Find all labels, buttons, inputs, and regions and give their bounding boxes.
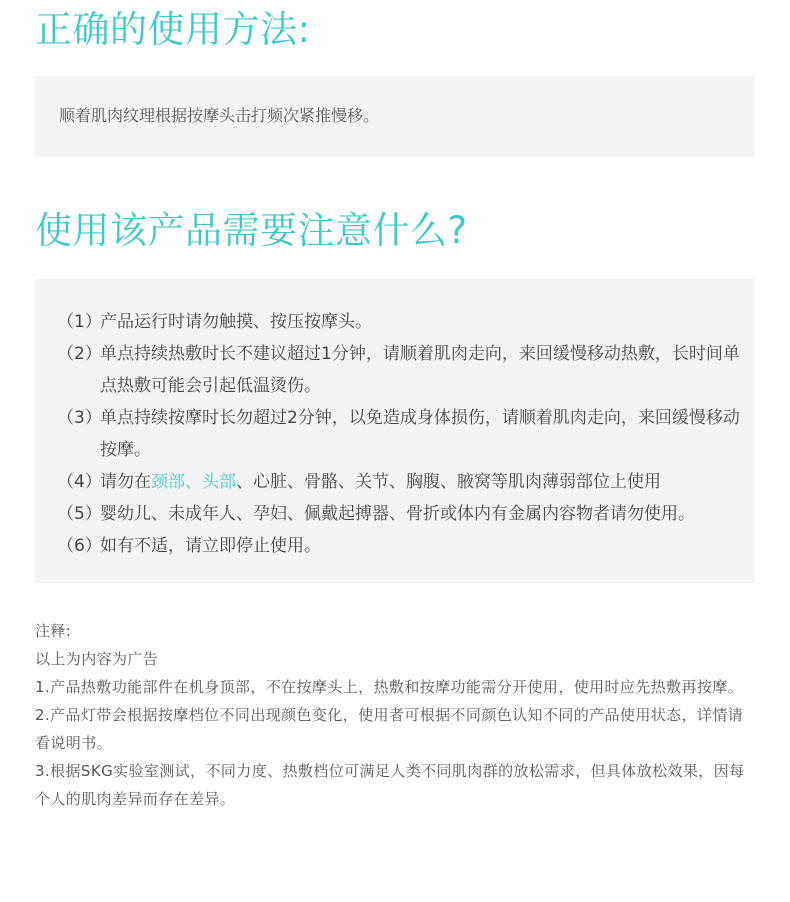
precaution-item — [57, 530, 755, 562]
precaution-text — [100, 466, 740, 498]
precaution-item — [57, 466, 755, 498]
precaution-item — [57, 498, 755, 530]
precaution-number: （5） — [57, 504, 102, 524]
precaution-number: （4） — [57, 472, 102, 492]
footnote-line: 3.根据SKG实验室测试，不同力度、热敷档位可满足人类不同肌肉群的放松需求，但具体放松效果，因每个人的肌肉差异而存在差异。 — [35, 762, 745, 808]
precaution-suffix: 、心脏、骨骼、关节、胸腹、腋窝等肌肉薄弱部位上使用 — [236, 472, 661, 492]
footnote-line: 2.产品灯带会根据按摩档位不同出现颜色变化，使用者可根据不同颜色认知不同的产品使用状态，详情请看说明书。 — [35, 706, 744, 752]
precaution-number: （3） — [57, 408, 102, 428]
precaution-text: 婴幼儿、未成年人、孕妇、佩戴起搏器、骨折或体内有金属内容物者请勿使用。 — [100, 504, 695, 524]
footnotes — [35, 617, 757, 813]
precaution-text: 如有不适，请立即停止使用。 — [100, 536, 321, 556]
precaution-text: 产品运行时请勿触摸、按压按摩头。 — [100, 312, 372, 332]
precaution-number: （2） — [57, 344, 102, 364]
precaution-number: （1） — [57, 312, 102, 332]
precaution-prefix: 请勿在 — [100, 472, 151, 492]
precautions-panel — [35, 279, 755, 583]
precaution-text: 单点持续热敷时长不建议超过1分钟，请顺着肌肉走向，来回缓慢移动热敷，长时间单点热敷可能会引起低温烫伤。 — [100, 344, 740, 396]
usage-method-heading: 正确的使用方法: — [35, 8, 311, 51]
footnote-line: 1.产品热敷功能部件在机身顶部，不在按摩头上，热敷和按摩功能需分开使用，使用时应先热敷再按摩。 — [35, 678, 744, 696]
precautions-heading: 使用该产品需要注意什么? — [35, 209, 468, 252]
precaution-number: （6） — [57, 536, 102, 556]
precaution-item — [57, 338, 755, 402]
footnote-label: 注释: — [35, 622, 72, 640]
highlighted-body-parts: 颈部、头部 — [151, 472, 236, 492]
precaution-text: 单点持续按摩时长勿超过2分钟，以免造成身体损伤，请顺着肌肉走向，来回缓慢移动按摩。 — [100, 408, 740, 460]
precaution-item — [57, 306, 755, 338]
usage-method-text: 顺着肌肉纹理根据按摩头击打频次紧推慢移。 — [59, 106, 380, 125]
precaution-item — [57, 402, 755, 466]
footnote-line: 以上为内容为广告 — [35, 650, 159, 668]
usage-method-panel — [35, 76, 755, 157]
